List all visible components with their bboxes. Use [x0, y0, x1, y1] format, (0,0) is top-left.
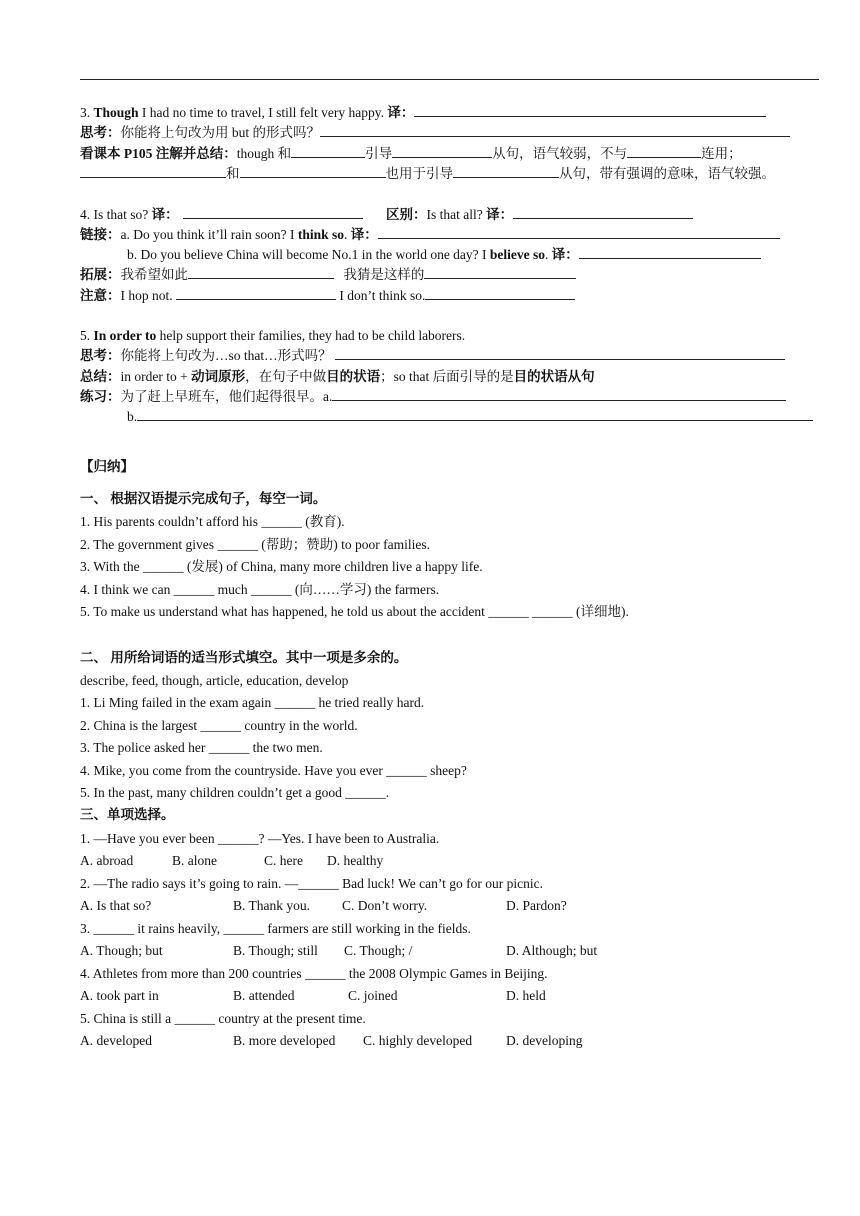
s5-practice [80, 388, 786, 406]
s4-link-a [80, 226, 780, 244]
s3-summary-2 [80, 165, 775, 183]
s3-blank-6[interactable] [453, 165, 559, 178]
part3-question: 4. Athletes from more than 200 countries ______ the 2008 Olympic Games in Beijing. [80, 966, 548, 981]
option-c[interactable]: C. Don’t worry. [342, 898, 428, 913]
s4-b-translate-label: 译： [551, 247, 579, 262]
s4-expand-blank-2[interactable] [424, 266, 576, 279]
s3-translate-label: 译： [387, 105, 415, 120]
s3-blank-5[interactable] [240, 165, 386, 178]
s5-summary [80, 368, 595, 386]
s5-think-blank[interactable] [335, 347, 785, 360]
option-c[interactable]: C. Though; / [344, 943, 413, 958]
s4-note-a: I hop not. [120, 288, 173, 303]
s4-text: 4. Is that so? [80, 207, 149, 222]
option-a[interactable]: A. took part in [80, 988, 159, 1003]
s3-summary-d: 连用； [701, 146, 742, 161]
option-d[interactable]: D. Pardon? [506, 898, 567, 913]
s5-summary-a: in order to + [120, 369, 188, 384]
s3-think [80, 124, 790, 142]
s5-practice-text: 为了赶上早班车，他们起得很早。a. [120, 389, 333, 404]
s3-blank-2[interactable] [392, 145, 492, 158]
s4-expand-b: 我猜是这样的 [343, 267, 425, 282]
part3-question: 3. ______ it rains heavily, ______ farmers are still working in the fields. [80, 921, 471, 936]
s4-note-blank-1[interactable] [176, 287, 336, 300]
s5-practice-blank-a[interactable] [332, 388, 786, 401]
s3-summary2-b: 也用于引导 [385, 166, 453, 181]
s4-b-keyword: believe so [489, 247, 546, 262]
s4-a-text: a. Do you think it’ll rain soon? I [120, 227, 295, 242]
s4-translate-label: 译： [151, 207, 179, 222]
s5-think [80, 347, 785, 365]
part1-title: 一、 根据汉语提示完成句子，每空一词。 [80, 491, 327, 506]
s4-link-label: 链接： [80, 227, 121, 242]
s3-summary [80, 145, 742, 163]
s3-text: I had no time to travel, I still felt very happy. [141, 105, 384, 120]
s5-sentence [80, 327, 465, 345]
s4-note-blank-2[interactable] [425, 287, 575, 300]
part2-item: 5. In the past, many children couldn’t get a good ______. [80, 785, 390, 800]
s3-blank-3[interactable] [627, 145, 701, 158]
s4-question [80, 206, 693, 224]
s4-expand-blank-1[interactable] [188, 266, 334, 279]
s3-think-blank[interactable] [320, 124, 790, 137]
option-a[interactable]: A. Though; but [80, 943, 163, 958]
s5-practice-blank-b[interactable] [137, 408, 813, 421]
s3-summary-label: 看课本 P105 注解并总结： [80, 146, 237, 161]
s5-summary-e: ；so that 后面引导的是 [380, 369, 514, 384]
option-c[interactable]: C. joined [348, 988, 398, 1003]
s3-think-text: 你能将上句改为用 but 的形式吗？ [120, 125, 321, 140]
s3-translate-blank[interactable] [414, 104, 766, 117]
summary-heading: 【归纳】 [80, 459, 134, 474]
option-c[interactable]: C. here [264, 853, 303, 868]
s5-summary-b: 动词原形 [191, 369, 246, 384]
option-b[interactable]: B. Though; still [233, 943, 318, 958]
s4-expand-a: 我希望如此 [120, 267, 188, 282]
option-b[interactable]: B. more developed [233, 1033, 336, 1048]
s4-link-b [127, 246, 761, 264]
option-a[interactable]: A. abroad [80, 853, 134, 868]
part2-word-bank: describe, feed, though, article, education, develop [80, 673, 349, 688]
option-c[interactable]: C. highly developed [363, 1033, 473, 1048]
s3-blank-4[interactable] [80, 165, 226, 178]
s5-summary-f: 目的状语从句 [513, 369, 595, 384]
part2-item: 1. Li Ming failed in the exam again ______ he tried really hard. [80, 695, 425, 710]
option-d[interactable]: D. Although; but [506, 943, 598, 958]
s3-think-label: 思考： [80, 125, 121, 140]
s5-summary-label: 总结： [80, 369, 121, 384]
s4-diff-text: Is that all? [426, 207, 483, 222]
s4-diff-label: 区别： [386, 207, 427, 222]
s4-expand-label: 拓展： [80, 267, 121, 282]
option-a[interactable]: A. Is that so? [80, 898, 152, 913]
s4-translate2-label: 译： [486, 207, 514, 222]
s5-practice-b [127, 408, 813, 426]
header-rule [80, 79, 819, 80]
part1-item: 2. The government gives ______ (帮助；赞助) to poor families. [80, 537, 430, 552]
s4-a-translate-label: 译： [350, 227, 378, 242]
s4-a-keyword: think so [297, 227, 345, 242]
s4-b-end: . [545, 247, 549, 262]
s4-translate2-blank[interactable] [513, 206, 693, 219]
s4-note [80, 287, 575, 305]
part2-title: 二、 用所给词语的适当形式填空。其中一项是多余的。 [80, 650, 408, 665]
option-b[interactable]: B. Thank you. [233, 898, 310, 913]
part2-item: 3. The police asked her ______ the two men. [80, 740, 323, 755]
part1-item: 1. His parents couldn’t afford his ______ (教育). [80, 514, 345, 529]
s3-number: 3. [80, 105, 91, 120]
option-d[interactable]: D. healthy [327, 853, 384, 868]
s4-translate-blank[interactable] [183, 206, 363, 219]
part2-item: 2. China is the largest ______ country in the world. [80, 718, 358, 733]
part3-question: 1. —Have you ever been ______? —Yes. I have been to Australia. [80, 831, 440, 846]
s3-summary-b: 引导 [365, 146, 393, 161]
s3-keyword: Though [93, 105, 139, 120]
option-d[interactable]: D. developing [506, 1033, 583, 1048]
s4-expand [80, 266, 576, 284]
s4-b-blank[interactable] [579, 246, 761, 259]
part3-question: 5. China is still a ______ country at the present time. [80, 1011, 366, 1026]
s5-text: help support their families, they had to be child laborers. [159, 328, 466, 343]
s4-b-text: b. Do you believe China will become No.1 in the world one day? I [127, 247, 487, 262]
s5-keyword: In order to [93, 328, 157, 343]
option-d[interactable]: D. held [506, 988, 546, 1003]
s5-summary-c: ，在句子中做 [245, 369, 327, 384]
s3-summary-a: though 和 [236, 146, 292, 161]
s5-think-label: 思考： [80, 348, 121, 363]
part3-question: 2. —The radio says it’s going to rain. —______ Bad luck! We can’t go for our picnic. [80, 876, 543, 891]
s3-blank-1[interactable] [291, 145, 365, 158]
s5-think-text: 你能将上句改为…so that…形式吗？ [120, 348, 332, 363]
s3-summary2-a: 和 [226, 166, 240, 181]
s5-practice-b-label: b. [127, 409, 138, 424]
part1-item: 5. To make us understand what has happened, he told us about the accident ______ ______ (详细地). [80, 604, 629, 619]
option-b[interactable]: B. attended [233, 988, 295, 1003]
s4-a-end: . [344, 227, 348, 242]
s3-summary-c: 从句，语气较弱，不与 [492, 146, 628, 161]
s5-number: 5. [80, 328, 91, 343]
s5-practice-label: 练习： [80, 389, 121, 404]
s3-sentence [80, 104, 766, 122]
option-a[interactable]: A. developed [80, 1033, 152, 1048]
part2-item: 4. Mike, you come from the countryside. Have you ever ______ sheep? [80, 763, 467, 778]
part1-item: 3. With the ______ (发展) of China, many more children live a happy life. [80, 559, 483, 574]
part1-item: 4. I think we can ______ much ______ (向……学习) the farmers. [80, 582, 440, 597]
s4-note-label: 注意： [80, 288, 121, 303]
s4-note-b: I don’t think so. [339, 288, 426, 303]
s3-summary2-c: 从句，带有强调的意味，语气较强。 [559, 166, 775, 181]
s4-a-blank[interactable] [378, 226, 780, 239]
option-b[interactable]: B. alone [172, 853, 217, 868]
part3-title: 三、单项选择。 [80, 807, 175, 822]
s5-summary-d: 目的状语 [326, 369, 381, 384]
